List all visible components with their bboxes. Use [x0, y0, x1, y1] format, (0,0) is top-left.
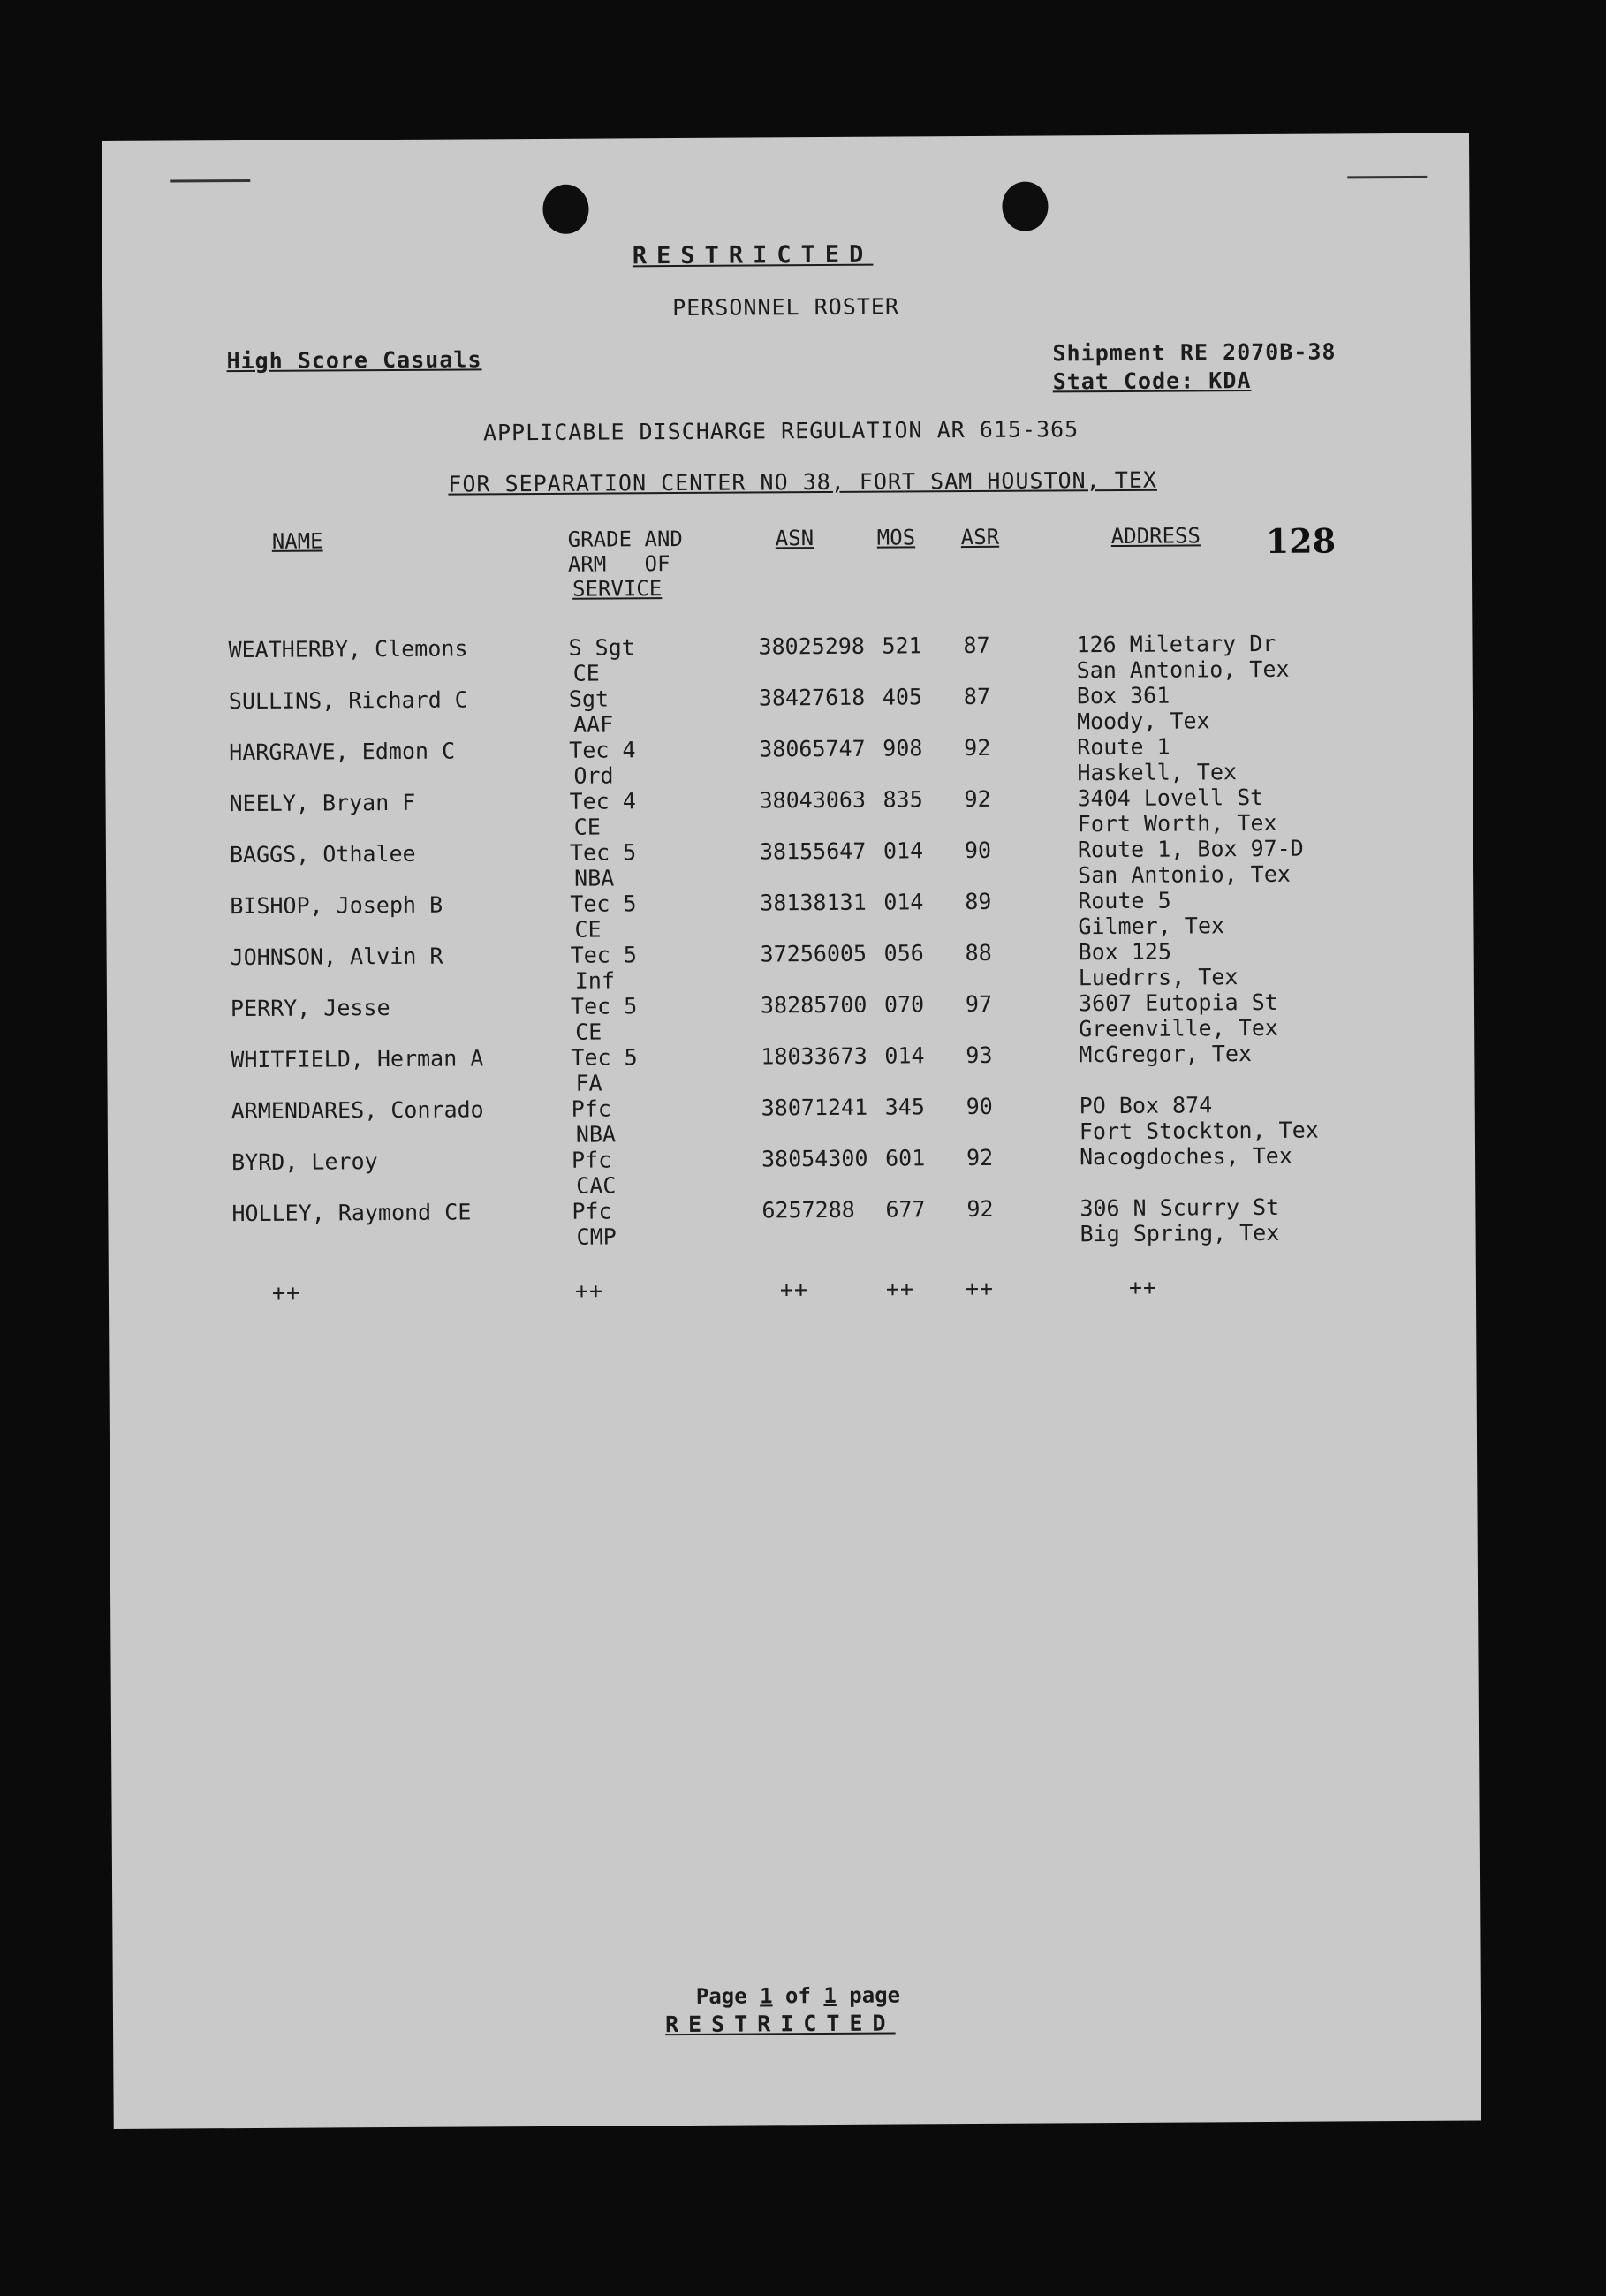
cell-asn: 38025298	[758, 633, 866, 660]
page-count-line	[696, 1983, 900, 2009]
document-title: PERSONNEL ROSTER	[672, 293, 900, 322]
cell-asr: 92	[964, 785, 991, 813]
table-row	[108, 1142, 1475, 1201]
cell-name: PERRY, Jesse	[230, 995, 390, 1022]
stat-code-label: Stat Code: KDA	[1052, 368, 1252, 395]
cell-asr: 92	[964, 734, 991, 762]
cell-asn: 18033673	[761, 1042, 867, 1070]
cell-arm: CE	[575, 1019, 602, 1045]
page-current: 1	[760, 1983, 773, 2009]
cell-addr1: 3404 Lovell St	[1077, 784, 1264, 812]
end-mark: ++	[271, 1279, 301, 1306]
of-label: of	[784, 1983, 811, 2009]
end-mark: ++	[885, 1276, 915, 1302]
col-address-header: ADDRESS	[1110, 523, 1201, 549]
cell-asn: 38071241	[761, 1094, 868, 1121]
col-asn-header: ASN	[775, 526, 814, 551]
cell-addr2: Haskell, Tex	[1077, 759, 1238, 786]
staple-mark	[170, 179, 250, 183]
cell-addr2: Fort Worth, Tex	[1077, 809, 1277, 837]
table-row	[104, 630, 1472, 689]
cell-asr: 97	[965, 990, 993, 1018]
cell-mos: 405	[882, 684, 923, 710]
staple-mark	[1347, 176, 1427, 179]
cell-asn: 38285700	[760, 991, 867, 1019]
cell-arm: CE	[574, 916, 602, 943]
cell-addr1: Box 361	[1076, 682, 1170, 709]
end-mark: ++	[965, 1275, 995, 1302]
cell-addr2: Fort Stockton, Tex	[1079, 1117, 1319, 1145]
page-number-stamp: 128	[1265, 520, 1337, 561]
cell-addr2: Gilmer, Tex	[1078, 913, 1225, 940]
cell-asr: 93	[966, 1042, 993, 1069]
cell-asr: 92	[966, 1195, 994, 1223]
cell-addr1: PO Box 874	[1079, 1092, 1213, 1119]
table-row	[106, 835, 1473, 894]
cell-asn: 38065747	[759, 735, 866, 762]
cell-grade: Pfc	[571, 1147, 612, 1173]
cell-mos: 345	[884, 1094, 925, 1120]
cell-addr2: Luedrrs, Tex	[1078, 964, 1239, 991]
cell-asr: 89	[965, 888, 992, 915]
cell-arm: CE	[572, 660, 600, 686]
cell-mos: 601	[884, 1145, 926, 1171]
regulation-line: APPLICABLE DISCHARGE REGULATION AR 615-365	[482, 416, 1080, 446]
cell-grade: Tec 4	[569, 788, 636, 815]
page-label: Page	[695, 1983, 747, 2009]
cell-asn: 37256005	[760, 940, 867, 967]
cell-addr2: San Antonio, Tex	[1078, 860, 1292, 889]
cell-grade: Tec 4	[569, 737, 636, 763]
cell-mos: 908	[883, 735, 923, 762]
cell-arm: Inf	[574, 967, 616, 994]
cell-asr: 87	[963, 683, 991, 710]
col-asr-header: ASR	[960, 524, 1000, 550]
cell-arm: CMP	[576, 1224, 617, 1250]
table-row	[105, 681, 1473, 740]
cell-mos: 014	[883, 837, 924, 864]
cell-asn: 38138131	[760, 889, 867, 916]
cell-asn: 38043063	[759, 786, 867, 814]
cell-asr: 90	[964, 837, 992, 864]
cell-addr2: San Antonio, Tex	[1076, 655, 1290, 684]
cell-arm: AAF	[572, 711, 614, 738]
punch-hole	[542, 185, 588, 234]
cell-addr1: Route 1	[1077, 733, 1170, 761]
cell-name: BYRD, Leroy	[231, 1148, 378, 1176]
table-row	[106, 886, 1473, 945]
cell-name: WEATHERBY, Clemons	[228, 635, 468, 663]
cell-name: ARMENDARES, Conrado	[231, 1096, 484, 1125]
cell-asn: 6257288	[761, 1196, 855, 1224]
cell-grade: Tec 5	[569, 839, 637, 866]
cell-grade: Tec 5	[570, 890, 637, 917]
table-row	[107, 1040, 1474, 1099]
cell-arm: FA	[575, 1070, 602, 1096]
cell-addr1: 3607 Eutopia St	[1078, 989, 1278, 1017]
cell-mos: 521	[882, 633, 922, 659]
cell-mos: 070	[883, 991, 925, 1018]
cell-mos: 677	[885, 1196, 926, 1223]
end-mark: ++	[779, 1277, 809, 1303]
table-row	[108, 1091, 1475, 1150]
col-grade-header-1: GRADE AND	[567, 526, 683, 552]
cell-grade: Tec 5	[570, 993, 638, 1019]
table-row	[107, 989, 1474, 1048]
cell-addr1: Route 1, Box 97-D	[1077, 835, 1304, 863]
cell-arm: Ord	[573, 762, 614, 789]
cell-name: BISHOP, Joseph B	[230, 891, 443, 920]
page-total: 1	[823, 1982, 837, 2009]
cell-asn: 38054300	[761, 1145, 868, 1172]
cell-arm: NBA	[574, 865, 615, 891]
classification-header: RESTRICTED	[632, 240, 874, 270]
table-row	[107, 937, 1474, 996]
col-name-header: NAME	[271, 528, 323, 554]
cell-name: SULLINS, Richard C	[228, 686, 468, 715]
shipment-label: Shipment RE 2070B-38	[1052, 338, 1337, 367]
cell-grade: Sgt	[568, 686, 610, 712]
cell-asn: 38155647	[759, 837, 867, 865]
cell-grade: Pfc	[572, 1198, 612, 1224]
col-grade-header-2: ARM OF	[567, 551, 670, 577]
table-row	[108, 1193, 1475, 1253]
cell-addr1: Nacogdoches, Tex	[1079, 1142, 1292, 1171]
table-row	[105, 732, 1473, 792]
cell-name: HOLLEY, Raymond CE	[231, 1199, 472, 1227]
page-word: page	[849, 1982, 901, 2008]
cell-addr1: Box 125	[1078, 938, 1172, 966]
end-mark: ++	[1128, 1274, 1158, 1300]
end-mark: ++	[574, 1277, 604, 1304]
cell-grade: Pfc	[571, 1095, 611, 1122]
cell-addr2: Moody, Tex	[1076, 708, 1210, 735]
cell-addr2: Greenville, Tex	[1079, 1014, 1279, 1042]
cell-name: NEELY, Bryan F	[229, 789, 416, 817]
cell-asr: 92	[966, 1144, 994, 1171]
cell-name: WHITFIELD, Herman A	[231, 1045, 484, 1073]
cell-mos: 835	[883, 786, 923, 813]
cell-name: JOHNSON, Alvin R	[230, 943, 443, 971]
cell-asr: 90	[966, 1093, 993, 1120]
cell-addr1: 306 N Scurry St	[1080, 1193, 1280, 1222]
separation-center-line: FOR SEPARATION CENTER NO 38, FORT SAM HOUSTON, TEX	[448, 466, 1158, 497]
cell-name: BAGGS, Othalee	[229, 840, 416, 868]
document-page	[102, 133, 1481, 2129]
cell-mos: 056	[883, 940, 924, 966]
table-row	[105, 784, 1473, 843]
cell-arm: NBA	[575, 1121, 617, 1148]
cell-addr1: 126 Miletary Dr	[1076, 630, 1276, 658]
cell-addr2: Big Spring, Tex	[1080, 1219, 1280, 1247]
cell-asn: 38427618	[758, 684, 866, 711]
cell-grade: Tec 5	[571, 1044, 638, 1071]
cell-mos: 014	[883, 889, 924, 915]
col-grade-header-3: SERVICE	[572, 576, 663, 602]
cell-addr1: Route 5	[1078, 887, 1171, 914]
cell-grade: Tec 5	[570, 942, 637, 968]
classification-footer: RESTRICTED	[664, 2010, 896, 2038]
cell-arm: CE	[573, 814, 601, 840]
cell-grade: S Sgt	[568, 634, 635, 661]
cell-name: HARGRAVE, Edmon C	[229, 738, 456, 766]
punch-hole	[1002, 181, 1048, 231]
cell-asr: 88	[965, 939, 992, 966]
cell-asr: 87	[963, 632, 990, 659]
cell-arm: CAC	[576, 1172, 617, 1199]
col-mos-header: MOS	[876, 525, 916, 550]
group-label: High Score Casuals	[226, 346, 482, 375]
cell-addr1: McGregor, Tex	[1079, 1041, 1253, 1068]
cell-mos: 014	[884, 1042, 925, 1069]
